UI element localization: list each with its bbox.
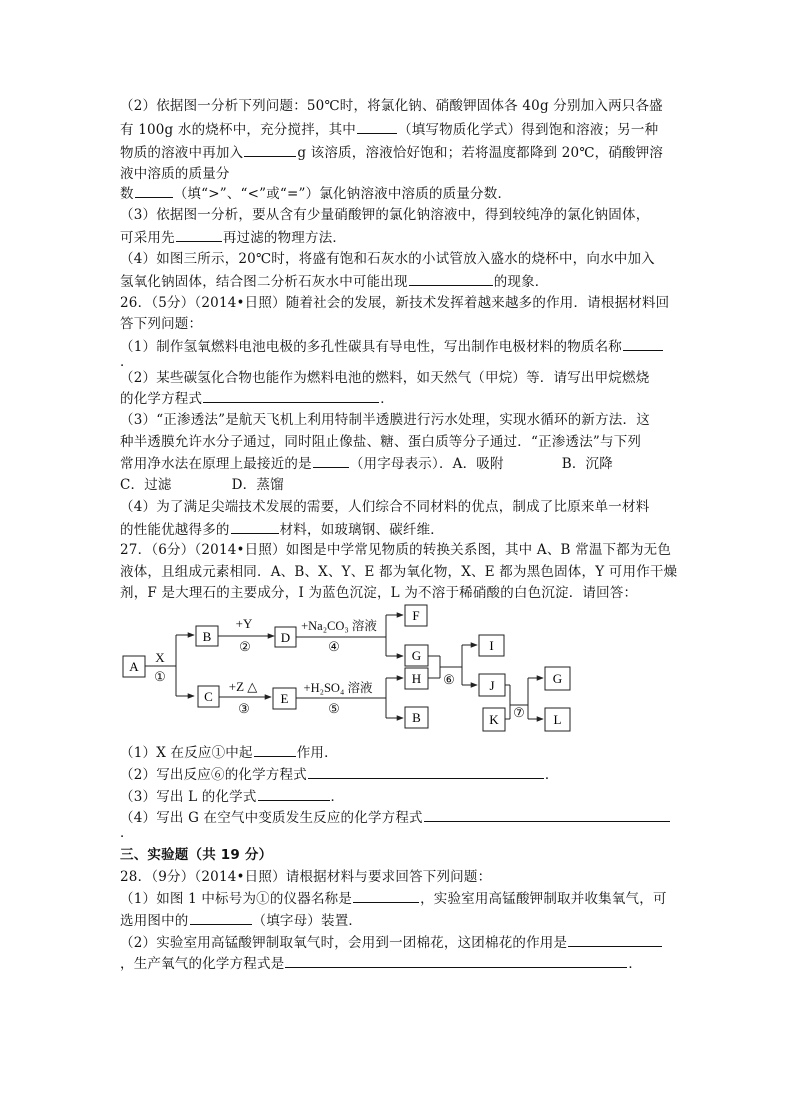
text-line: （1）制作氢氧燃料电池电极的多孔性碳具有导电性，写出制作电极材料的物质名称 bbox=[120, 336, 664, 357]
box-D bbox=[275, 627, 296, 647]
text-line: 种半透膜允许水分子通过，同时阻止像盐、糖、蛋白质等分子通过．“正渗透法”与下列 bbox=[120, 434, 642, 450]
question-28-stem: 28．（9分）（2014•日照）请根据材料与要求回答下列问题： bbox=[120, 869, 492, 885]
answer-blank[interactable] bbox=[254, 742, 296, 757]
label-plus-Z-heat: +Z △ bbox=[228, 679, 258, 694]
svg-text:B: B bbox=[412, 710, 421, 725]
text-line: （2）依据图一分析下列问题：50℃时，将氯化钠、硝酸钾固体各 40g 分别加入两只各盛 bbox=[120, 98, 663, 114]
label-plus-Y: +Y bbox=[235, 616, 253, 631]
box-A bbox=[123, 656, 145, 677]
text-line: （3）写出 L 的化学式 ． bbox=[120, 786, 344, 807]
text-line: 氢氧化钠固体，结合图二分析石灰水中可能出现 的现象． bbox=[120, 271, 549, 292]
text-line: （4）为了满足尖端技术发展的需要，人们综合不同材料的优点，制成了比原来单一材料 bbox=[120, 499, 650, 515]
text-line: 选用图中的 （填字母）装置． bbox=[120, 910, 362, 931]
label-na2co3: +Na₂CO₃ 溶液 bbox=[301, 619, 377, 633]
text-line: ． bbox=[120, 825, 134, 841]
label-step-3: ③ bbox=[238, 701, 250, 716]
svg-text:F: F bbox=[412, 608, 420, 623]
text-line: 液中溶质的质量分 bbox=[120, 166, 230, 182]
svg-text:G: G bbox=[411, 648, 422, 663]
text-line: 液体，且组成元素相同．A、B、X、Y、E 都为氧化物，X、E 都为黑色固体，Y 可用作干燥 bbox=[120, 564, 678, 580]
text-line: ，生产氧气的化学方程式是 ． bbox=[120, 953, 642, 974]
label-step-2: ② bbox=[239, 639, 251, 654]
text-line: 可采用先 再过滤的物理方法． bbox=[120, 227, 346, 248]
svg-text:K: K bbox=[489, 712, 499, 727]
text-line: （2）实验室用高锰酸钾制取氧气时，会用到一团棉花，这团棉花的作用是 bbox=[120, 932, 663, 953]
question-27-stem: 27．（6分）（2014•日照）如图是中学常见物质的转换关系图，其中 A、B 常温下都为无色 bbox=[120, 542, 672, 558]
box-E bbox=[273, 688, 296, 709]
svg-text:J: J bbox=[489, 678, 495, 693]
text-line: （4）如图三所示，20℃时，将盛有饱和石灰水的小试管放入盛水的烧杯中，向水中加入 bbox=[120, 251, 655, 267]
box-I bbox=[479, 635, 504, 656]
svg-text:L: L bbox=[553, 712, 562, 727]
answer-blank[interactable] bbox=[308, 764, 544, 779]
text-line: （3）“正渗透法”是航天飞机上利用特制半透膜进行污水处理，实现水循环的新方法．这 bbox=[120, 412, 650, 428]
label-h2so4: +H₂SO₄ 溶液 bbox=[303, 681, 373, 695]
text-line: 剂，F 是大理石的主要成分，I 为蓝色沉淀，L 为不溶于稀硝酸的白色沉淀．请回答： bbox=[120, 585, 638, 601]
text-line: C．过滤 D．蒸馏 bbox=[120, 477, 284, 493]
text-line: （2）写出反应⑥的化学方程式 ． bbox=[120, 764, 559, 785]
text-line: 物质的溶液中再加入 g 该溶质，溶液恰好饱和；若将温度都降到 20℃，硝酸钾溶 bbox=[120, 142, 663, 163]
label-step-6: ⑥ bbox=[443, 672, 455, 687]
text-line: 数 （填“>”、“<”或“=”）氯化钠溶液中溶质的质量分数． bbox=[120, 183, 511, 204]
text-line: （2）某些碳氢化合物也能作为燃料电池的燃料，如天然气（甲烷）等．请写出甲烷燃烧 bbox=[120, 370, 650, 386]
svg-text:G: G bbox=[552, 671, 563, 686]
text-line: 的性能优越得多的 材料，如玻璃钢、碳纤维． bbox=[120, 519, 444, 540]
svg-text:E: E bbox=[280, 691, 289, 706]
text-line: 答下列问题： bbox=[120, 316, 203, 332]
answer-blank[interactable] bbox=[353, 888, 419, 903]
text-line: 有 100g 水的烧杯中，充分搅拌，其中 （填写物质化学式）得到饱和溶液；另一种 bbox=[120, 119, 658, 140]
box-K bbox=[483, 708, 505, 731]
box-J bbox=[479, 674, 505, 696]
text-line: （4）写出 G 在空气中变质发生反应的化学方程式 bbox=[120, 807, 671, 828]
label-step-4: ④ bbox=[328, 639, 340, 654]
box-H bbox=[405, 668, 428, 689]
label-X: X bbox=[155, 650, 165, 665]
svg-text:C: C bbox=[204, 689, 213, 704]
text-line: （1）如图 1 中标号为①的仪器名称是 ，实验室用高锰酸钾制取并收集氧气，可 bbox=[120, 888, 667, 909]
answer-blank[interactable] bbox=[258, 786, 330, 801]
svg-text:A: A bbox=[129, 659, 139, 674]
text-line: 常用净水法在原理上最接近的是 （用字母表示）．A．吸附 B．沉降 bbox=[120, 453, 613, 474]
label-step-5: ⑤ bbox=[328, 701, 340, 716]
box-G bbox=[405, 645, 428, 666]
label-step-7: ⑦ bbox=[513, 705, 525, 720]
answer-blank[interactable] bbox=[190, 910, 252, 925]
box-B bbox=[196, 626, 218, 646]
box-F bbox=[405, 605, 427, 626]
text-line: 的化学方程式 ． bbox=[120, 388, 394, 409]
svg-text:I: I bbox=[489, 638, 494, 653]
text-line: （1）X 在反应①中起 作用． bbox=[120, 742, 338, 763]
text-line: ． bbox=[120, 354, 134, 370]
text-line: （3）依据图一分析，要从含有少量硝酸钾的氯化钠溶液中，得到较纯净的氯化钠固体， bbox=[120, 207, 650, 223]
answer-blank[interactable] bbox=[285, 953, 627, 968]
svg-text:D: D bbox=[280, 630, 291, 645]
box-L bbox=[545, 708, 570, 731]
answer-blank[interactable] bbox=[424, 807, 670, 822]
label-step-1: ① bbox=[154, 669, 166, 684]
answer-blank[interactable] bbox=[568, 932, 662, 947]
box-B-output bbox=[405, 707, 428, 728]
box-C bbox=[198, 686, 219, 707]
box-G-output bbox=[545, 667, 570, 690]
question-26-stem: 26．（5分）（2014•日照）随着社会的发展，新技术发挥着越来越多的作用．请根据材料回 bbox=[120, 295, 670, 311]
section-heading: 三、实验题（共 19 分） bbox=[120, 847, 273, 863]
svg-text:B: B bbox=[202, 629, 212, 644]
svg-text:H: H bbox=[411, 671, 422, 686]
